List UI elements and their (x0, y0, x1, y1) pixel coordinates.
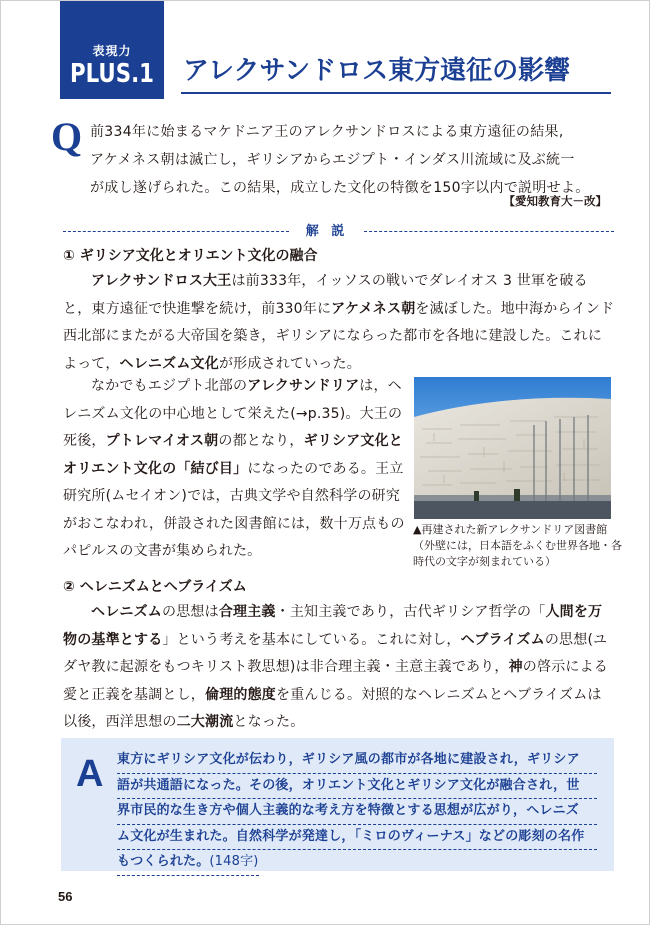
divider-right (364, 231, 614, 232)
answer-line-last (117, 850, 259, 876)
question-mark-icon: Q (51, 114, 83, 159)
body-text: を滅ぼした。地中海からインド西北部にまたがる大帝国を築き，ギリシアにならった都市を各地に建設した。これによって， (63, 300, 615, 372)
library-photo (414, 377, 611, 519)
kaisetsu-heading: 解 説 (305, 224, 349, 239)
body-text: を重んじる。対照的なヘレニズムとヘブライズムは以後，西洋思想の (63, 686, 602, 730)
library-building-image (414, 377, 611, 519)
question-line: 前334年に始まるマケドニア王のアレクサンドロスによる東方遠征の結果, (90, 124, 564, 140)
body-text: となった。 (233, 714, 305, 730)
keyword-text: ヘブライズム (460, 631, 545, 648)
section1-paragraph1 (63, 268, 615, 378)
body-text: の都となり， (218, 433, 304, 449)
answer-text (117, 748, 597, 876)
divider-left (63, 231, 289, 232)
question-line: アケメネス朝は滅亡し，ギリシアからエジプト・インダス川流域に及ぶ統一 (90, 152, 575, 168)
section1-heading: ① ギリシア文化とオリエント文化の融合 (63, 248, 318, 264)
section2-paragraph1 (63, 599, 615, 737)
question-source: 【愛知教育大－改】 (503, 194, 607, 208)
section2-heading: ② ヘレニズムとヘブライズム (63, 579, 247, 595)
page-title: アレクサンドロス東方遠征の影響 (183, 56, 571, 86)
body-text: なかでもエジプト北部の (91, 378, 248, 394)
section-tab (60, 1, 164, 99)
keyword-text: アレクサンドリア (247, 378, 360, 394)
section1-paragraph2 (63, 373, 405, 566)
answer-char-count: (148字) (209, 854, 259, 869)
keyword-text: アレクサンドロス大王 (91, 273, 232, 289)
body-text: は，ヘレニズム文化の中心地として栄えた(→p.35)。大王の死後， (63, 378, 403, 449)
title-underline (181, 92, 611, 94)
body-text: は前333年，イッソスの戦いでダレイオス 3 世軍を破ると，東方遠征で快進撃を続け，前330年に (63, 273, 588, 317)
answer-line: 界市民的な生き方や個人主義的な考え方を特徴とする思想が広がり，ヘレニズ (117, 799, 597, 825)
photo-caption: ▲再建された新アレクサンドリア図書館（外壁には，日本語をふくむ世界各地・各時代の文字が刻まれている） (413, 523, 622, 568)
keyword-text: 神 (508, 659, 523, 675)
tab-subtitle: 表現力 (92, 44, 132, 58)
keyword-text: 合理主義 (218, 604, 276, 620)
keyword-text: 二大潮流 (176, 714, 234, 730)
body-text: の思想(ユダヤ教に起源をもつキリスト教思想)は非合理主義・主意主義であり， (63, 631, 608, 675)
keyword-text: アケメネス朝 (331, 300, 416, 317)
keyword-text: 人間を万物の基準とする (63, 604, 603, 648)
rich-text (63, 599, 615, 737)
body-text: 」という考えを基本にしている。これに対し， (162, 631, 461, 648)
keyword-text: ヘレニズム文化 (119, 355, 219, 372)
keyword-text: ギリシア文化とオリエント文化の「結び目」 (63, 433, 403, 477)
answer-line: 語が共通語になった。その後，オリエント文化とギリシア文化が融合され，世 (117, 774, 597, 800)
answer-mark-icon: A (76, 753, 104, 795)
question-line: が成し遂げられた。この結果，成立した文化の特徴を150字以内で説明せよ。 (90, 180, 590, 196)
body-text: の啓示による愛と正義を基調とし， (63, 659, 608, 703)
answer-line: もつくられた。 (117, 854, 210, 869)
rich-text (63, 373, 405, 566)
keyword-text: ヘレニズム (91, 604, 162, 620)
answer-line: ム文化が生まれた。自然科学が発達し，「ミロのヴィーナス」などの彫刻の名作 (117, 825, 597, 851)
body-text: の思想は (162, 604, 219, 620)
keyword-text: 倫理的態度 (205, 686, 276, 703)
question-text (90, 118, 615, 202)
page-number: 56 (58, 889, 73, 904)
answer-line: 東方にギリシア文化が伝わり，ギリシア風の都市が各地に建設され，ギリシア (117, 748, 597, 774)
body-text: が形成されていった。 (218, 355, 361, 372)
tab-label: PLUS.1 (69, 59, 155, 89)
body-text: になったのである。王立研究所(ムセイオン)では，古典文学や自然科学の研究がおこなわれ，併設された図書館には，数十万点ものパピルスの文書が集められた。 (63, 460, 405, 559)
body-text: ・主知主義であり，古代ギリシア哲学の「 (275, 604, 546, 620)
keyword-text: プトレマイオス朝 (105, 433, 219, 449)
rich-text (63, 268, 615, 378)
